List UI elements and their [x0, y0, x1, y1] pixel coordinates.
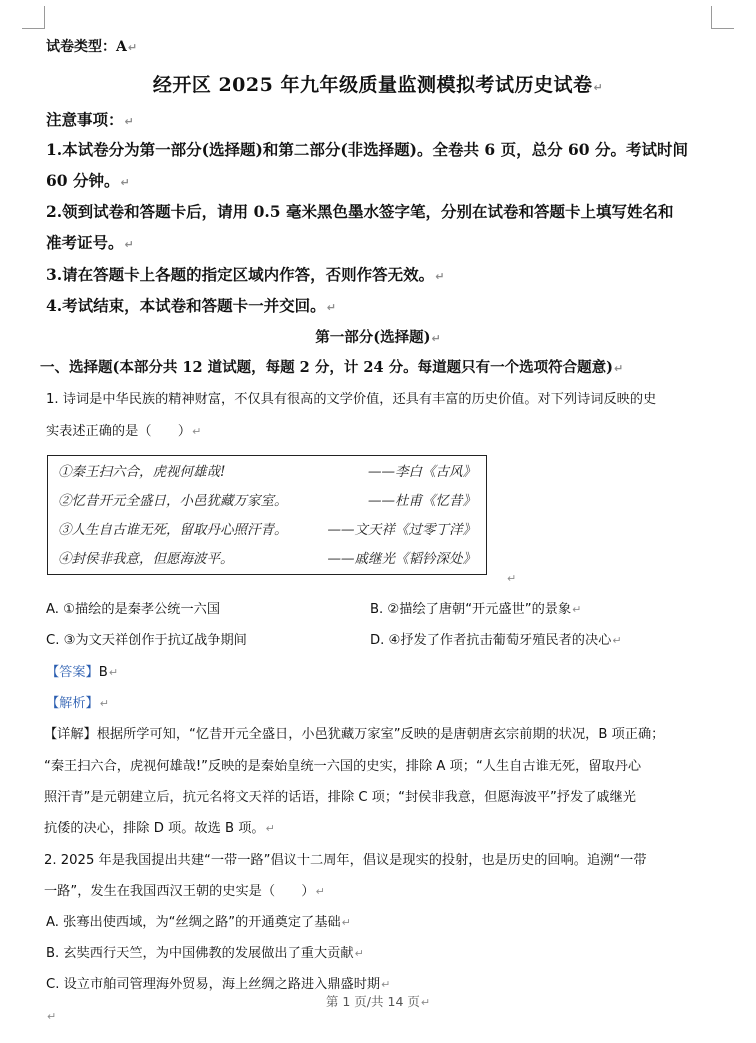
poem-text: ④封侯非我意，但愿海波平。	[58, 551, 234, 567]
poem-text: ③人生自古谁无死，留取丹心照汗青。	[58, 522, 288, 538]
notice-heading: 注意事项：↵	[46, 110, 134, 129]
q1-option-d: D. ④抒发了作者抗击葡萄牙殖民者的决心↵	[370, 633, 622, 648]
q2-option-a: A. 张骞出使西域，为“丝绸之路”的开通奠定了基础↵	[46, 915, 351, 930]
paper-type: 试卷类型：A↵	[46, 39, 138, 55]
q1-detail-line-4: 抗倭的决心，排除 D 项。故选 B 项。↵	[44, 821, 275, 836]
part-one-heading: 第一部分(选择题)↵	[315, 329, 441, 346]
poem-row	[58, 489, 476, 517]
q1-option-a: A. ①描绘的是秦孝公统一六国	[46, 602, 221, 617]
notice-item-1-cont: 60 分钟。↵	[46, 171, 130, 190]
q1-option-c: C. ③为文天祥创作于抗辽战争期间	[46, 633, 247, 648]
q1-option-b: B. ②描绘了唐朝“开元盛世”的景象↵	[370, 602, 582, 617]
q1-analysis-label: 【解析】↵	[46, 696, 109, 711]
page-title: 经开区 2025 年九年级质量监测模拟考试历史试卷↵	[152, 74, 604, 96]
paragraph-mark: ↵	[47, 1010, 57, 1023]
q2-stem-line-2: 一路”，发生在我国西汉王朝的史实是（ ）↵	[44, 884, 325, 899]
q1-detail-line-3: 照汗青”是元朝建立后，抗元名将文天祥的话语，排除 C 项；“封侯非我意，但愿海波平”抒发了戚继光	[44, 790, 636, 805]
notice-item-2: 2.领到试卷和答题卡后，请用 0.5 毫米黑色墨水签字笔，分别在试卷和答题卡上填写姓名和	[46, 202, 674, 221]
poem-author: ——杜甫《忆昔》	[368, 493, 476, 509]
poem-row	[58, 518, 476, 546]
q2-option-b: B. 玄奘西行天竺，为中国佛教的发展做出了重大贡献↵	[46, 946, 364, 961]
q1-detail-line-1: 【详解】根据所学可知，“忆昔开元全盛日，小邑犹藏万家室”反映的是唐朝唐玄宗前期的状况，B 项正确；	[44, 727, 665, 742]
poem-text: ②忆昔开元全盛日，小邑犹藏万家室。	[58, 493, 288, 509]
section-one-heading: 一、选择题(本部分共 12 道试题，每题 2 分，计 24 分。每道题只有一个选项符合题意)↵	[40, 359, 624, 376]
poem-box	[47, 455, 487, 575]
page-footer: 第 1 页/共 14 页↵	[325, 994, 431, 1009]
paragraph-mark: ↵	[507, 572, 517, 585]
q1-stem-line-2: 实表述正确的是（ ）↵	[46, 424, 202, 439]
q2-stem-line-1: 2. 2025 年是我国提出共建“一带一路”倡议十二周年，倡议是现实的投射，也是历史的回响。追溯“一带	[44, 853, 647, 868]
q1-answer: 【答案】B↵	[46, 665, 119, 680]
notice-item-2-cont: 准考证号。↵	[46, 233, 134, 252]
notice-item-4: 4.考试结束，本试卷和答题卡一并交回。↵	[46, 296, 336, 315]
q2-option-c: C. 设立市舶司管理海外贸易，海上丝绸之路进入鼎盛时期↵	[46, 977, 391, 992]
poem-row	[58, 547, 476, 575]
poem-author: ——李白《古风》	[368, 464, 476, 480]
poem-author: ——戚继光《韬钤深处》	[327, 551, 476, 567]
crop-mark-top-left	[22, 6, 45, 29]
notice-item-1: 1.本试卷分为第一部分(选择题)和第二部分(非选择题)。全卷共 6 页，总分 60 分。考试时间	[46, 140, 688, 159]
q1-stem-line-1: 1. 诗词是中华民族的精神财富，不仅具有很高的文学价值，还具有丰富的历史价值。对下列诗词反映的史	[46, 392, 657, 407]
crop-mark-top-right	[711, 6, 734, 29]
q1-detail-line-2: “秦王扫六合，虎视何雄哉!”反映的是秦始皇统一六国的史实，排除 A 项；“人生自古谁无死，留取丹心	[44, 759, 642, 774]
poem-row	[58, 460, 476, 488]
notice-item-3: 3.请在答题卡上各题的指定区域内作答，否则作答无效。↵	[46, 265, 445, 284]
poem-author: ——文天祥《过零丁洋》	[327, 522, 476, 538]
poem-text: ①秦王扫六合，虎视何雄哉!	[58, 464, 226, 480]
